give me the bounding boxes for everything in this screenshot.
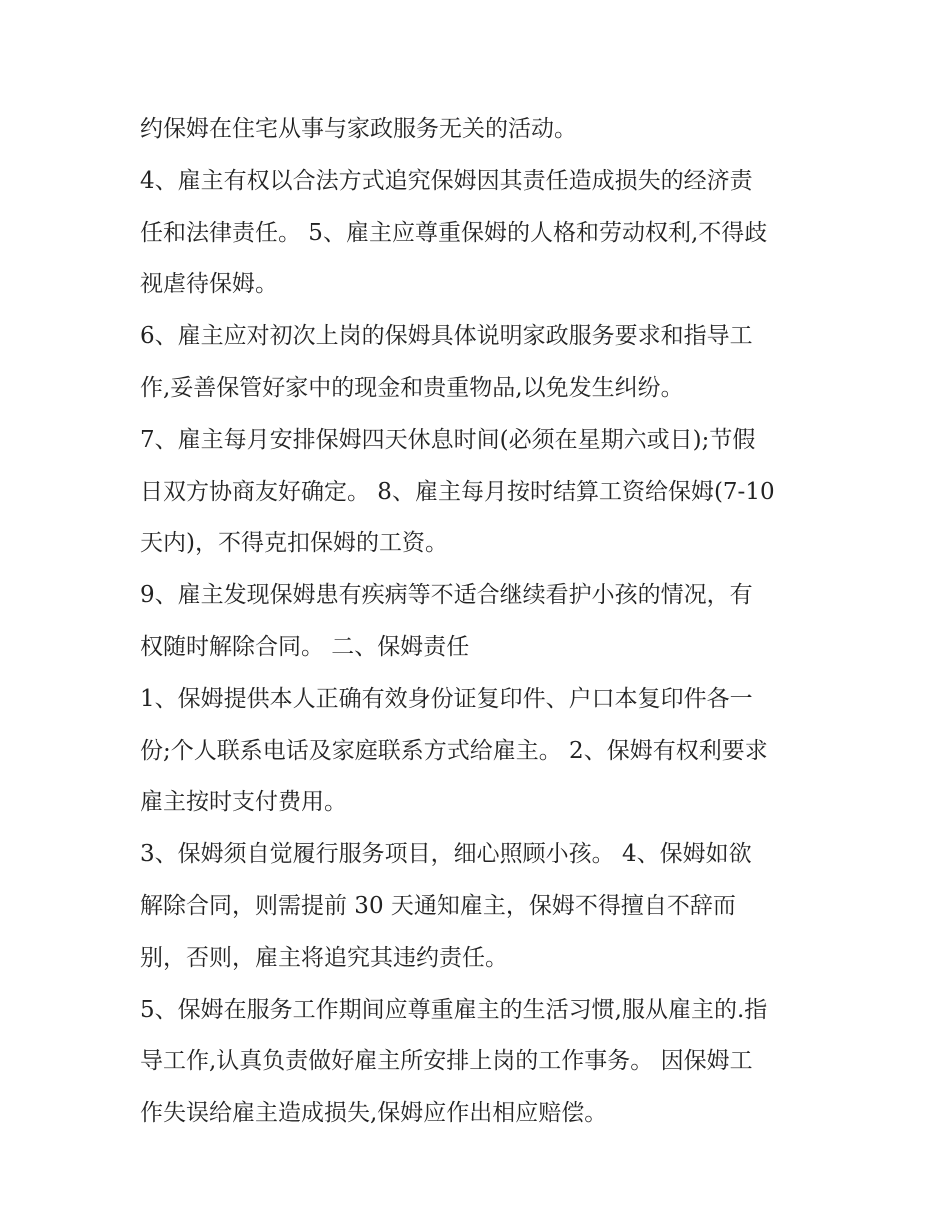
text-line: 雇主按时支付费用。 xyxy=(140,789,347,816)
text-line: 5、保姆在服务工作期间应尊重雇主的生活习惯,服从雇主的.指 xyxy=(140,996,768,1023)
text-line: 别，否则，雇主将追究其违约责任。 xyxy=(140,944,508,971)
text-line: 视虐待保姆。 xyxy=(140,271,278,298)
text-line: 1、保姆提供本人正确有效身份证复印件、户口本复印件各一 xyxy=(140,685,753,712)
document-body xyxy=(140,104,830,1140)
text-line: 导工作,认真负责做好雇主所安排上岗的工作事务。 因保姆工 xyxy=(140,1048,753,1075)
text-line: 3、保姆须自觉履行服务项目，细心照顾小孩。 4、保姆如欲 xyxy=(140,841,752,868)
text-line: 日双方协商友好确定。 8、雇主每月按时结算工资给保姆(7-10 xyxy=(140,478,775,505)
text-line: 作,妥善保管好家中的现金和贵重物品,以免发生纠纷。 xyxy=(140,374,684,401)
text-line: 7、雇主每月安排保姆四天休息时间(必须在星期六或日);节假 xyxy=(140,426,756,453)
text-line: 作失误给雇主造成损失,保姆应作出相应赔偿。 xyxy=(140,1100,608,1127)
text-line: 4、雇主有权以合法方式追究保姆因其责任造成损失的经济责 xyxy=(140,167,753,194)
text-line: 6、雇主应对初次上岗的保姆具体说明家政服务要求和指导工 xyxy=(140,323,753,350)
text-line: 约保姆在住宅从事与家政服务无关的活动。 xyxy=(140,116,577,142)
text-line: 份;个人联系电话及家庭联系方式给雇主。 2、保姆有权利要求 xyxy=(140,737,768,764)
text-line: 权随时解除合同。 二、保姆责任 xyxy=(140,633,470,660)
text-line: 9、雇主发现保姆患有疾病等不适合继续看护小孩的情况，有 xyxy=(140,582,753,609)
text-line: 解除合同，则需提前 30 天通知雇主，保姆不得擅自不辞而 xyxy=(140,892,736,919)
text-line: 任和法律责任。 5、雇主应尊重保姆的人格和劳动权利,不得歧 xyxy=(140,219,768,246)
text-line: 天内)，不得克扣保姆的工资。 xyxy=(140,530,448,557)
